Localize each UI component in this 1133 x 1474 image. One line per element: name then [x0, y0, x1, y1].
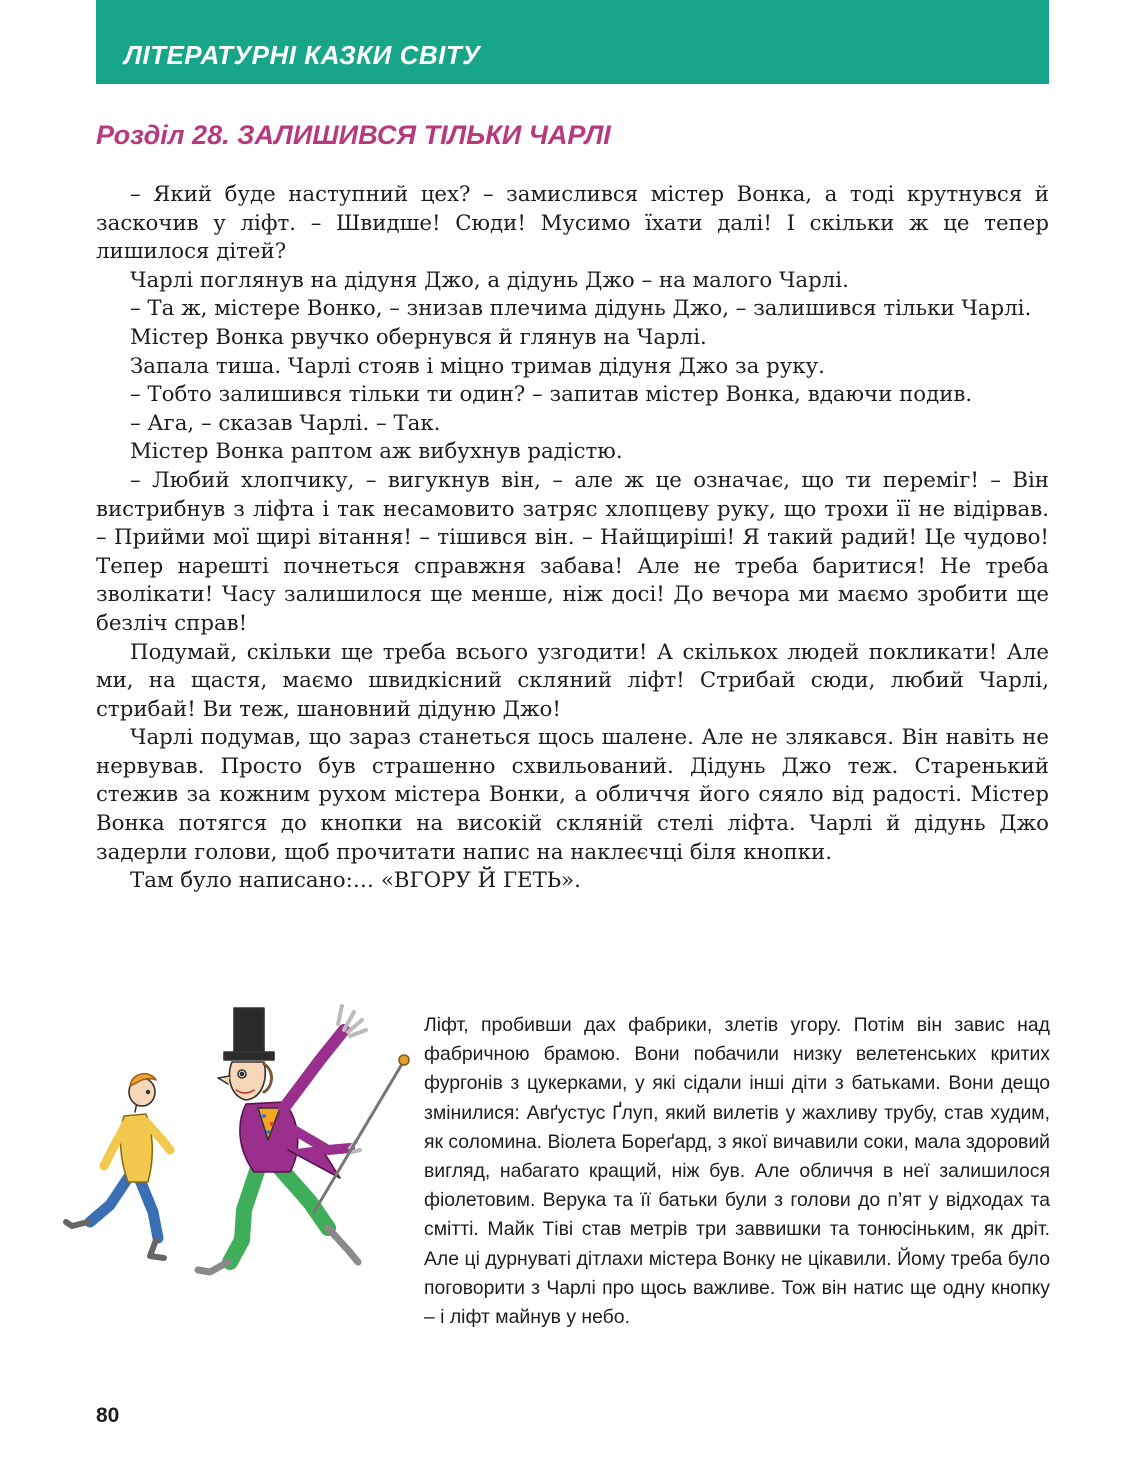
paragraph: Там було написано:… «ВГОРУ Й ГЕТЬ». [130, 868, 581, 894]
chapter-title: Розділ 28. ЗАЛИШИВСЯ ТІЛЬКИ ЧАРЛІ [96, 120, 611, 150]
paragraph: Запала тиша. Чарлі стояв і міцно тримав дідуня Джо за руку. [130, 353, 825, 379]
paragraph: – Який буде наступний цех? – замислився містер Вонка, а тоді крутнувся й заскочив у ліфт. – Швидше! Сюди! Мусимо їхати далі! І скільки ж це тепер лишилося дітей? [96, 182, 1049, 265]
paragraph: Містер Вонка рвучко обернувся й глянув на Чарлі. [130, 324, 707, 350]
paragraph: Містер Вонка раптом аж вибухнув радістю. [130, 439, 623, 465]
section-title: ЛІТЕРАТУРНІ КАЗКИ СВІТУ [124, 40, 481, 70]
wonka-charlie-illustration [58, 1000, 418, 1290]
summary-text: Ліфт, пробивши дах фабрики, злетів угору. Потім він завис над фабричною брамою. Вони побачили низку велетенських критих фургонів з цукерками, у які сідали інші діти з батьками. Вони дещо змінилися: Авґустус Ґлуп, який вилетів у жахливу трубу, став худим, як соломина. Віолета Бореґард, з якої вичавили соки, мала здоровий вигляд, набагато кращий, ніж був. Але обличчя в неї залишилося фіолетовим. Верука та її батьки були з голови до п’ят у відходах та смітті. Майк Тіві став метрів три заввишки та тонюсіньким, як дріт. Але ці дурнуваті дітлахи містера Вонку не цікавили. Йому треба було поговорити з Чарлі про щось важливе. Тож він натис ще одну кнопку – і ліфт майнув у небо. [424, 1014, 1050, 1329]
charlie-figure [66, 1074, 170, 1258]
main-text [96, 181, 1049, 896]
page-number: 80 [96, 1404, 120, 1427]
paragraph: Подумай, скільки ще треба всього узгодити! А скількох людей покликати! Але ми, на щастя, маємо швидкісний скляний ліфт! Стрибай сюди, любий Чарлі, стрибай! Ви теж, шановний дідуню Джо! [96, 639, 1049, 722]
wonka-figure [198, 1006, 409, 1272]
paragraph: Чарлі поглянув на дідуня Джо, а дідунь Джо – на малого Чарлі. [130, 267, 849, 293]
paragraph: – Любий хлопчику, – вигукнув він, – але ж це означає, що ти переміг! – Він вистрибнув з ліфта і так несамовито затряс хлопцеву руку, що трохи її не відірвав. – Прийми мої щирі вітання! – тішився він. – Найщиріші! Я такий радий! Це чудово! Тепер нарешті почнеться справжня забава! Але не треба баритися! Не треба зволікати! Часу залишилося ще менше, ніж досі! До вечора ми маємо зробити ще безліч справ! [96, 467, 1049, 636]
paragraph: – Ага, – сказав Чарлі. – Так. [130, 410, 441, 436]
paragraph: – Тобто залишився тільки ти один? – запитав містер Вонка, вдаючи подив. [130, 382, 973, 408]
paragraph: – Та ж, містере Вонко, – знизав плечима дідунь Джо, – залишився тільки Чарлі. [130, 296, 1032, 322]
header-bar [96, 0, 1049, 84]
paragraph: Чарлі подумав, що зараз станеться щось шалене. Але не злякався. Він навіть не нервував. Просто був страшенно схвильований. Дідунь Джо теж. Старенький стежив за кожним рухом містера Вонки, а обличчя його сяяло від радості. Містер Вонка потягся до кнопки на високій скляній стелі ліфта. Чарлі й дідунь Джо задерли голови, щоб прочитати напис на наклеєчці біля кнопки. [96, 725, 1049, 865]
